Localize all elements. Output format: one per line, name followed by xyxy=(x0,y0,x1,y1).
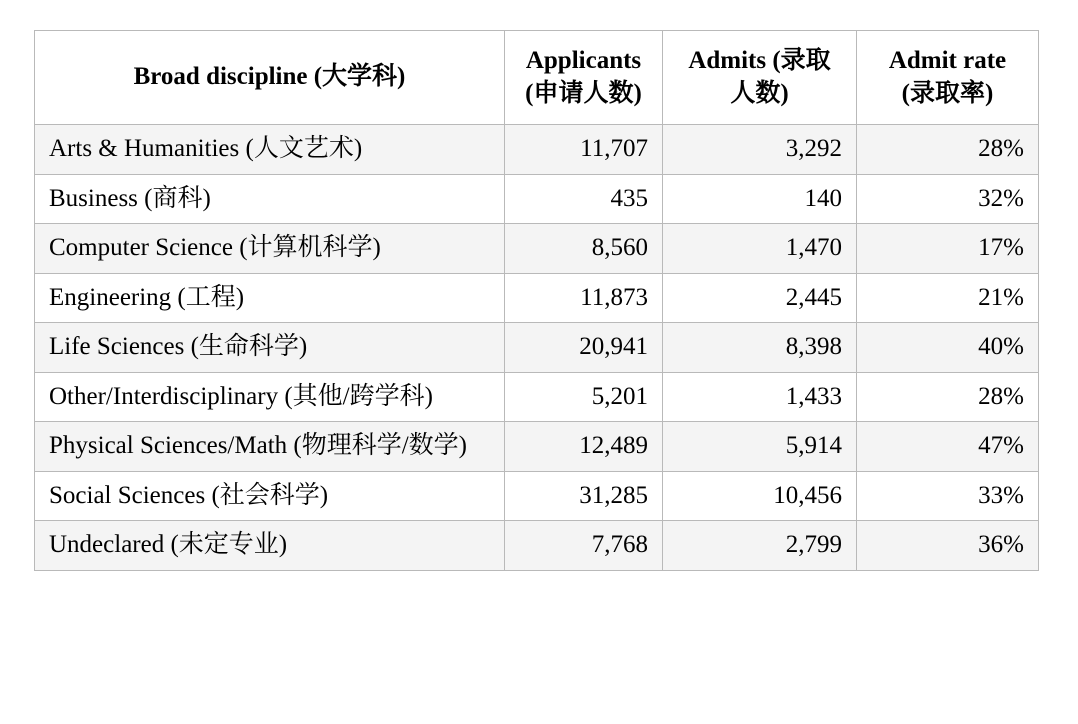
table-row xyxy=(35,323,1039,373)
cell-admits: 1,470 xyxy=(663,224,857,274)
cell-admits: 140 xyxy=(663,174,857,224)
cell-discipline: Social Sciences (社会科学) xyxy=(35,471,505,521)
table-row xyxy=(35,372,1039,422)
cell-admits: 3,292 xyxy=(663,125,857,175)
cell-admits: 5,914 xyxy=(663,422,857,472)
table-row xyxy=(35,125,1039,175)
table-header xyxy=(35,31,1039,125)
table-row xyxy=(35,273,1039,323)
cell-admit-rate: 32% xyxy=(857,174,1039,224)
table-row xyxy=(35,521,1039,571)
cell-discipline: Undeclared (未定专业) xyxy=(35,521,505,571)
cell-admit-rate: 28% xyxy=(857,372,1039,422)
cell-applicants: 12,489 xyxy=(505,422,663,472)
cell-admit-rate: 33% xyxy=(857,471,1039,521)
cell-applicants: 11,707 xyxy=(505,125,663,175)
admissions-table xyxy=(34,30,1039,571)
cell-discipline: Life Sciences (生命科学) xyxy=(35,323,505,373)
cell-admit-rate: 28% xyxy=(857,125,1039,175)
cell-admits: 8,398 xyxy=(663,323,857,373)
cell-applicants: 8,560 xyxy=(505,224,663,274)
cell-admit-rate: 21% xyxy=(857,273,1039,323)
cell-discipline: Arts & Humanities (人文艺术) xyxy=(35,125,505,175)
cell-discipline: Physical Sciences/Math (物理科学/数学) xyxy=(35,422,505,472)
cell-admits: 2,799 xyxy=(663,521,857,571)
table-body xyxy=(35,125,1039,571)
table-row xyxy=(35,471,1039,521)
cell-applicants: 20,941 xyxy=(505,323,663,373)
cell-admit-rate: 17% xyxy=(857,224,1039,274)
cell-admits: 2,445 xyxy=(663,273,857,323)
cell-applicants: 5,201 xyxy=(505,372,663,422)
cell-admit-rate: 40% xyxy=(857,323,1039,373)
table-row xyxy=(35,422,1039,472)
column-header-discipline: Broad discipline (大学科) xyxy=(35,31,505,125)
table-header-row xyxy=(35,31,1039,125)
cell-applicants: 435 xyxy=(505,174,663,224)
cell-discipline: Computer Science (计算机科学) xyxy=(35,224,505,274)
column-header-admit-rate: Admit rate (录取率) xyxy=(857,31,1039,125)
cell-admits: 1,433 xyxy=(663,372,857,422)
column-header-applicants: Applicants (申请人数) xyxy=(505,31,663,125)
cell-applicants: 11,873 xyxy=(505,273,663,323)
table-row xyxy=(35,224,1039,274)
cell-admit-rate: 36% xyxy=(857,521,1039,571)
cell-discipline: Other/Interdisciplinary (其他/跨学科) xyxy=(35,372,505,422)
cell-admit-rate: 47% xyxy=(857,422,1039,472)
column-header-admits: Admits (录取人数) xyxy=(663,31,857,125)
cell-admits: 10,456 xyxy=(663,471,857,521)
cell-discipline: Engineering (工程) xyxy=(35,273,505,323)
cell-applicants: 31,285 xyxy=(505,471,663,521)
table-row xyxy=(35,174,1039,224)
cell-discipline: Business (商科) xyxy=(35,174,505,224)
cell-applicants: 7,768 xyxy=(505,521,663,571)
